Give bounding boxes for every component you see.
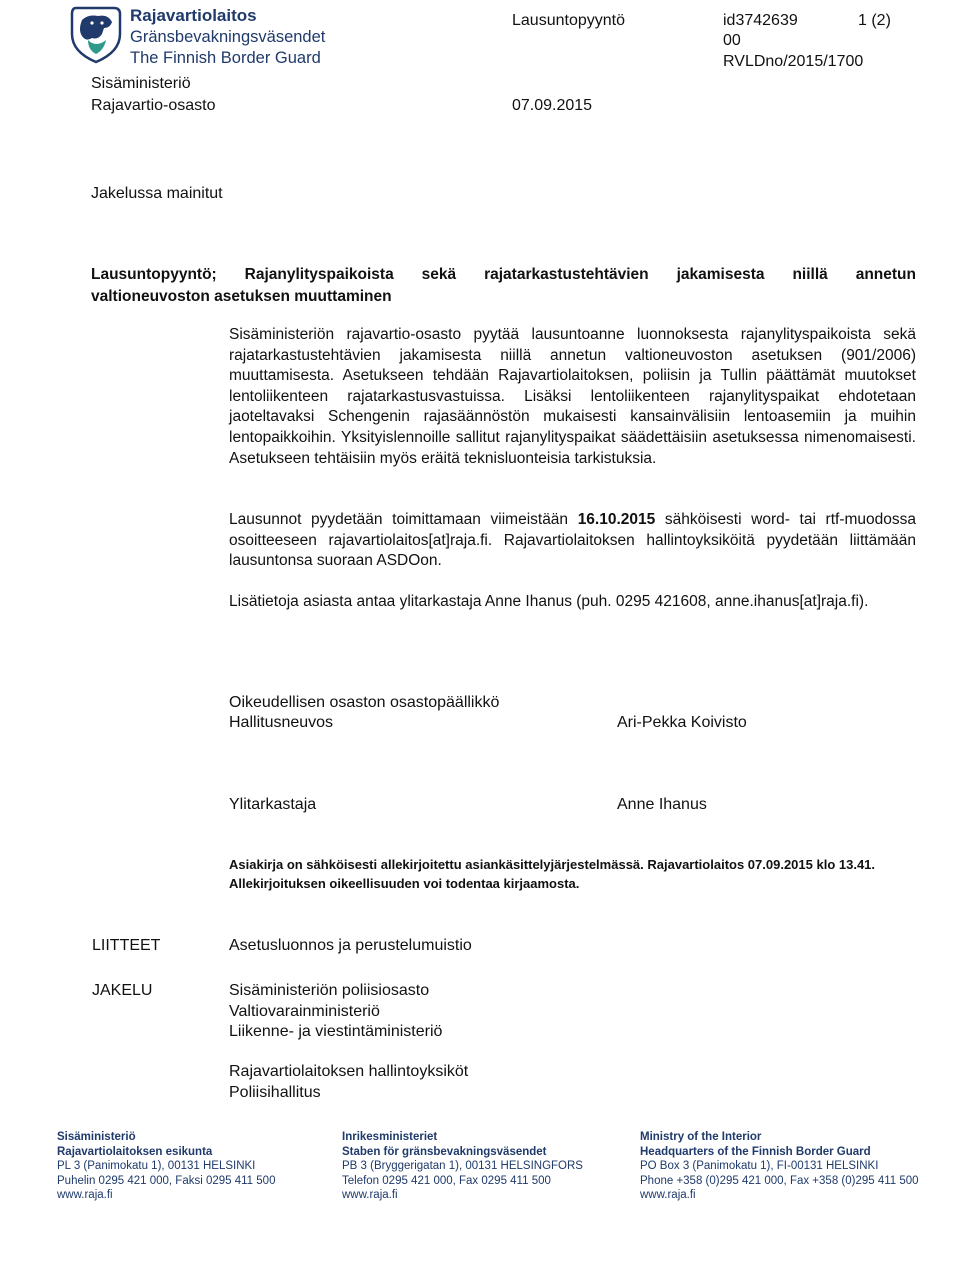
distribution-item: Rajavartiolaitoksen hallintoyksiköt	[229, 1063, 469, 1080]
distribution-item: Poliisihallitus	[229, 1083, 321, 1101]
attachment-item: Asetusluonnos ja perustelumuistio	[229, 937, 472, 954]
sender-department: Rajavartio-osasto	[91, 97, 216, 114]
document-id: id3742639	[723, 12, 798, 29]
subject-line-1: Lausuntopyyntö; Rajanylityspaikoista sekä rajatarkastustehtävien jakamisesta niillä annetun	[91, 266, 916, 283]
deadline-intro: Lausunnot pyydetään toimittamaan viimeistään	[229, 511, 578, 528]
footer-en-web-link[interactable]: www.raja.fi	[640, 1189, 696, 1202]
sender-ministry: Sisäministeriö	[91, 75, 191, 92]
distribution-group-1	[229, 981, 442, 1043]
footer-en-unit: Headquarters of the Finnish Border Guard	[640, 1145, 871, 1158]
footer-en-phone: Phone +358 (0)295 421 000, Fax +358 (0)295 411 500	[640, 1174, 919, 1187]
footer-fi-address: PL 3 (Panimokatu 1), 00131 HELSINKI	[57, 1160, 256, 1173]
document-type: Lausuntopyyntö	[512, 12, 625, 29]
footer-column-fi	[57, 1130, 275, 1203]
signer-title-2: Hallitusneuvos	[229, 714, 334, 731]
recipient: Jakelussa mainitut	[91, 185, 223, 202]
lynx-emblem-icon	[68, 4, 124, 64]
signer-title-1: Oikeudellisen osaston osastopäällikkö	[229, 694, 500, 711]
attachments-list	[229, 936, 472, 957]
logo-line-fi: Rajavartiolaitos	[130, 6, 257, 25]
page-number: 1 (2)	[858, 12, 891, 29]
footer-sv-address: PB 3 (Bryggerigatan 1), 00131 HELSINGFORS	[342, 1160, 583, 1173]
footer-sv-web-link[interactable]: www.raja.fi	[342, 1189, 398, 1202]
footer-fi-phone: Puhelin 0295 421 000, Faksi 0295 411 500	[57, 1174, 276, 1187]
logo-line-sv: Gränsbevakningsväsendet	[130, 28, 326, 46]
signer-name-1: Ari-Pekka Koivisto	[617, 714, 747, 731]
footer-fi-unit: Rajavartiolaitoksen esikunta	[57, 1145, 213, 1158]
signer-title-3: Ylitarkastaja	[229, 796, 317, 813]
distribution-item: Sisäministeriön poliisiosasto	[229, 982, 430, 999]
footer-fi-web-link[interactable]: www.raja.fi	[57, 1189, 113, 1202]
footer-sv-phone: Telefon 0295 421 000, Fax 0295 411 500	[342, 1174, 551, 1187]
e-signature-note: Asiakirja on sähköisesti allekirjoitettu asiankäsittelyjärjestelmässä. Rajavartiolaitos 07.09.2015 klo 13.41. Allekirjoituksen oikeellisuuden voi todentaa kirjaamosta.	[229, 857, 876, 891]
footer-column-sv	[342, 1130, 583, 1203]
distribution-item: Liikenne- ja viestintäministeriö	[229, 1023, 443, 1040]
signer-name-2: Anne Ihanus	[617, 796, 707, 813]
footer-en-org: Ministry of the Interior	[640, 1131, 762, 1143]
body-paragraph-1: Sisäministeriön rajavartio-osasto pyytää lausuntoanne luonnoksesta rajanylityspaikoista sekä rajatarkastustehtävien jakamisesta niillä annetun valtioneuvoston asetuksen (901/2006) muuttamisesta. Asetukseen tehdään Rajavartiolaitoksen, poliisin ja Tullin päättämät muutokset lentoliikenteen rajatarkastusvastuissa. Lisäksi lentoliikenteen rajanylityspaikat ehdotetaan jaoteltavaksi Schengenin rajasäännöstön mukaisesti kansainvälisiin lentoasemiin ja muihin lentopaikkoihin. Yksityislennoille sallitut rajanylityspaikat säädettäisiin asetuksessa nimenomaisesti. Asetukseen tehtäisiin myös eräitä teknisluonteisia tarkistuksia.	[229, 326, 916, 467]
distribution-group-2	[229, 1062, 468, 1103]
reference-number: RVLDno/2015/1700	[723, 53, 864, 70]
deadline-date: 16.10.2015	[577, 511, 656, 528]
footer-sv-unit: Staben för gränsbevakningsväsendet	[342, 1145, 547, 1158]
body-paragraph-3: Lisätietoja asiasta antaa ylitarkastaja Anne Ihanus (puh. 0295 421608, anne.ihanus[at]raja.fi).	[229, 593, 869, 610]
document-date: 07.09.2015	[512, 97, 593, 114]
document-id-suffix: 00	[723, 32, 741, 49]
border-guard-logo	[68, 4, 326, 70]
distribution-item: Valtiovarainministeriö	[229, 1002, 380, 1020]
distribution-label: JAKELU	[92, 982, 153, 999]
footer-column-en	[640, 1130, 919, 1203]
footer-fi-org: Sisäministeriö	[57, 1131, 136, 1143]
footer-sv-org: Inrikesministeriet	[342, 1131, 438, 1143]
body-paragraph-2	[229, 510, 916, 572]
deadline-details: sähköisesti word- tai rtf-muodossa osoitteeseen rajavartiolaitos[at]raja.fi. Rajavartiolaitoksen hallintoyksiköitä pyydetään liittämään lausuntonsa suoraan ASDOon.	[229, 511, 917, 570]
subject-line-2: valtioneuvoston asetuksen muuttaminen	[91, 288, 392, 305]
logo-line-en: The Finnish Border Guard	[130, 49, 321, 67]
attachments-label: LIITTEET	[92, 937, 161, 954]
footer-en-address: PO Box 3 (Panimokatu 1), FI-00131 HELSINKI	[640, 1160, 879, 1173]
